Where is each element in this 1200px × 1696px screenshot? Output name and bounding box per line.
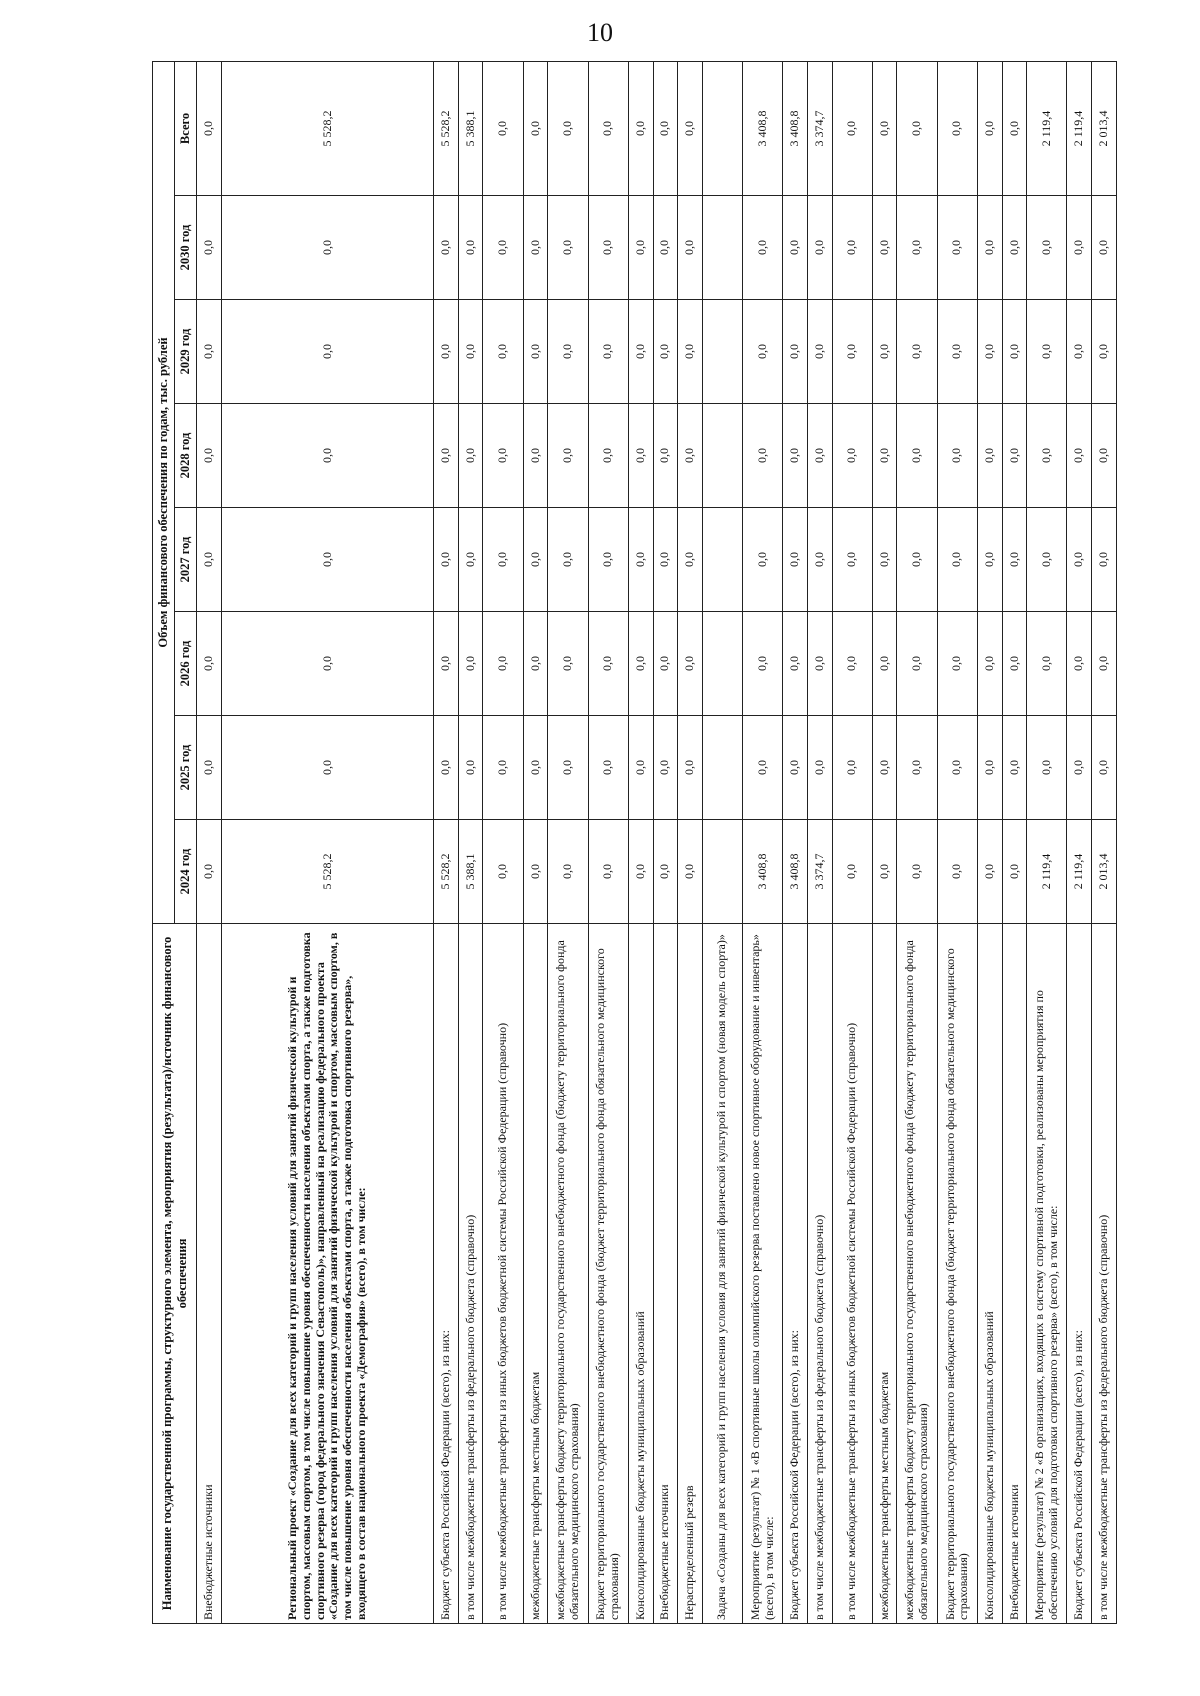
year-value-cell: 0,0 bbox=[523, 612, 548, 716]
row-name-cell: Региональный проект «Создание для всех категорий и групп населения условий для занятий физической культурой и спортом, массовым спортом, в том числе повышение уровня обеспеченности населения объектами спорта, а также подготовка спортивного резерва (город федерального значения Севастополь)», направленный на реализацию федерального проекта «Создание для всех категорий и групп населения условий для занятий физической культурой и спортом, массовым спортом, в том числе повышение уровня обеспеченности населения объектами спорта, а также подготовка спортивного резерва», входящего в состав национального проекта «Демография» (всего), в том числе: bbox=[221, 924, 434, 1624]
table-row bbox=[678, 61, 703, 1623]
year-value-cell: 0,0 bbox=[523, 300, 548, 404]
year-value-cell: 0,0 bbox=[458, 612, 483, 716]
year-value-cell bbox=[702, 820, 742, 924]
year-value-cell: 0,0 bbox=[897, 820, 937, 924]
year-value-cell: 0,0 bbox=[1092, 404, 1117, 508]
row-name-cell: межбюджетные трансферты местным бюджетам bbox=[523, 924, 548, 1624]
year-value-cell: 0,0 bbox=[458, 404, 483, 508]
table-row bbox=[937, 61, 977, 1623]
year-value-cell: 0,0 bbox=[628, 404, 653, 508]
year-value-cell: 0,0 bbox=[588, 196, 628, 300]
year-value-cell: 0,0 bbox=[1067, 404, 1092, 508]
year-value-cell: 3 408,8 bbox=[783, 820, 808, 924]
year-value-cell: 0,0 bbox=[678, 404, 703, 508]
year-value-cell: 0,0 bbox=[588, 612, 628, 716]
year-value-cell: 0,0 bbox=[434, 612, 459, 716]
year-value-cell: 2 013,4 bbox=[1092, 820, 1117, 924]
year-value-cell: 0,0 bbox=[628, 820, 653, 924]
year-value-cell: 0,0 bbox=[458, 300, 483, 404]
year-value-cell: 0,0 bbox=[977, 612, 1002, 716]
row-name-cell: межбюджетные трансферты местным бюджетам bbox=[872, 924, 897, 1624]
year-value-cell: 0,0 bbox=[937, 716, 977, 820]
year-value-cell: 0,0 bbox=[653, 716, 678, 820]
year-value-cell: 0,0 bbox=[937, 196, 977, 300]
table-row bbox=[653, 61, 678, 1623]
year-value-cell: 0,0 bbox=[832, 612, 872, 716]
total-value-cell: 3 374,7 bbox=[807, 61, 832, 195]
year-value-cell: 0,0 bbox=[588, 300, 628, 404]
year-value-cell: 0,0 bbox=[197, 196, 222, 300]
year-value-cell: 5 388,1 bbox=[458, 820, 483, 924]
year-value-cell: 0,0 bbox=[1002, 820, 1027, 924]
year-value-cell: 0,0 bbox=[937, 612, 977, 716]
year-value-cell: 0,0 bbox=[221, 508, 434, 612]
year-value-cell: 0,0 bbox=[483, 820, 523, 924]
year-value-cell: 0,0 bbox=[523, 196, 548, 300]
year-value-cell: 0,0 bbox=[434, 196, 459, 300]
year-value-cell: 0,0 bbox=[783, 300, 808, 404]
year-value-cell: 0,0 bbox=[548, 196, 588, 300]
year-value-cell: 0,0 bbox=[1067, 196, 1092, 300]
table-row bbox=[897, 61, 937, 1623]
year-value-cell: 0,0 bbox=[483, 612, 523, 716]
year-value-cell: 0,0 bbox=[1002, 196, 1027, 300]
year-value-cell: 0,0 bbox=[434, 716, 459, 820]
year-value-cell bbox=[702, 612, 742, 716]
year-value-cell: 0,0 bbox=[458, 508, 483, 612]
year-value-cell: 0,0 bbox=[1002, 300, 1027, 404]
year-value-cell: 0,0 bbox=[807, 508, 832, 612]
year-value-cell: 0,0 bbox=[653, 404, 678, 508]
year-value-cell: 0,0 bbox=[832, 820, 872, 924]
year-value-cell: 0,0 bbox=[1027, 612, 1067, 716]
total-value-cell: 5 528,2 bbox=[434, 61, 459, 195]
year-value-cell: 0,0 bbox=[588, 404, 628, 508]
row-name-cell: Внебюджетные источники bbox=[1002, 924, 1027, 1624]
year-value-cell: 0,0 bbox=[523, 820, 548, 924]
year-header: 2030 год bbox=[175, 196, 197, 300]
table-row bbox=[1027, 61, 1067, 1623]
year-value-cell: 0,0 bbox=[221, 196, 434, 300]
year-value-cell: 0,0 bbox=[483, 300, 523, 404]
year-value-cell: 0,0 bbox=[1067, 300, 1092, 404]
total-value-cell: 0,0 bbox=[832, 61, 872, 195]
total-value-cell: 0,0 bbox=[872, 61, 897, 195]
year-value-cell: 0,0 bbox=[221, 612, 434, 716]
year-value-cell: 0,0 bbox=[523, 404, 548, 508]
year-value-cell: 0,0 bbox=[548, 508, 588, 612]
year-value-cell: 0,0 bbox=[783, 404, 808, 508]
total-value-cell: 2 119,4 bbox=[1027, 61, 1067, 195]
year-value-cell: 0,0 bbox=[1092, 196, 1117, 300]
year-value-cell: 0,0 bbox=[832, 404, 872, 508]
year-value-cell: 0,0 bbox=[678, 612, 703, 716]
row-name-cell: в том числе межбюджетные трансферты из федерального бюджета (справочно) bbox=[458, 924, 483, 1624]
year-value-cell: 0,0 bbox=[197, 612, 222, 716]
year-value-cell bbox=[702, 404, 742, 508]
total-value-cell: 0,0 bbox=[588, 61, 628, 195]
name-column-header: Наименование государственной программы, структурного элемента, мероприятия (результата)/источник финансового обеспечения bbox=[153, 924, 197, 1624]
year-value-cell: 0,0 bbox=[434, 508, 459, 612]
total-value-cell bbox=[702, 61, 742, 195]
total-value-cell: 3 408,8 bbox=[783, 61, 808, 195]
table-row bbox=[702, 61, 742, 1623]
year-value-cell: 0,0 bbox=[628, 300, 653, 404]
year-value-cell: 0,0 bbox=[483, 404, 523, 508]
year-value-cell: 0,0 bbox=[434, 300, 459, 404]
year-value-cell: 0,0 bbox=[872, 196, 897, 300]
year-value-cell: 0,0 bbox=[197, 404, 222, 508]
row-name-cell: Консолидированные бюджеты муниципальных образований bbox=[977, 924, 1002, 1624]
year-value-cell: 0,0 bbox=[1027, 196, 1067, 300]
year-value-cell: 0,0 bbox=[1067, 612, 1092, 716]
total-header: Всего bbox=[175, 61, 197, 195]
year-value-cell: 0,0 bbox=[832, 508, 872, 612]
year-header: 2026 год bbox=[175, 612, 197, 716]
volume-column-header: Объем финансового обеспечения по годам, тыс. рублей bbox=[153, 61, 175, 923]
year-value-cell: 0,0 bbox=[1027, 716, 1067, 820]
year-value-cell: 0,0 bbox=[783, 716, 808, 820]
year-value-cell: 0,0 bbox=[1027, 300, 1067, 404]
year-value-cell: 5 528,2 bbox=[221, 820, 434, 924]
year-value-cell: 0,0 bbox=[1092, 508, 1117, 612]
row-name-cell: Бюджет территориального государственного внебюджетного фонда (бюджет территориального фонда обязательного медицинского страхования) bbox=[937, 924, 977, 1624]
year-value-cell: 0,0 bbox=[743, 300, 783, 404]
year-value-cell: 0,0 bbox=[221, 404, 434, 508]
year-value-cell: 0,0 bbox=[743, 196, 783, 300]
row-name-cell: Бюджет территориального государственного внебюджетного фонда (бюджет территориального фонда обязательного медицинского страхования) bbox=[588, 924, 628, 1624]
total-value-cell: 3 408,8 bbox=[743, 61, 783, 195]
table-row bbox=[743, 61, 783, 1623]
year-value-cell: 0,0 bbox=[523, 716, 548, 820]
financing-table bbox=[152, 61, 1117, 1624]
table-row bbox=[197, 61, 222, 1623]
total-value-cell: 0,0 bbox=[628, 61, 653, 195]
total-value-cell: 0,0 bbox=[653, 61, 678, 195]
year-value-cell: 0,0 bbox=[548, 612, 588, 716]
total-value-cell: 0,0 bbox=[977, 61, 1002, 195]
year-value-cell: 0,0 bbox=[678, 508, 703, 612]
year-value-cell: 0,0 bbox=[743, 612, 783, 716]
year-value-cell: 0,0 bbox=[977, 508, 1002, 612]
year-value-cell: 0,0 bbox=[783, 508, 808, 612]
year-value-cell: 0,0 bbox=[1002, 404, 1027, 508]
year-value-cell: 0,0 bbox=[628, 196, 653, 300]
row-name-cell: межбюджетные трансферты бюджету территориального государственного внебюджетного фонда (бюджету территориального фонда обязательного медицинского страхования) bbox=[897, 924, 937, 1624]
year-value-cell: 0,0 bbox=[872, 820, 897, 924]
year-value-cell: 0,0 bbox=[743, 716, 783, 820]
year-value-cell: 0,0 bbox=[807, 716, 832, 820]
year-value-cell: 0,0 bbox=[548, 404, 588, 508]
year-value-cell: 0,0 bbox=[221, 716, 434, 820]
table-row bbox=[977, 61, 1002, 1623]
year-value-cell: 2 119,4 bbox=[1027, 820, 1067, 924]
year-header: 2024 год bbox=[175, 820, 197, 924]
year-value-cell: 0,0 bbox=[872, 716, 897, 820]
year-value-cell: 0,0 bbox=[653, 196, 678, 300]
total-value-cell: 0,0 bbox=[937, 61, 977, 195]
year-value-cell: 0,0 bbox=[1092, 716, 1117, 820]
table-row bbox=[783, 61, 808, 1623]
year-value-cell: 0,0 bbox=[588, 508, 628, 612]
total-value-cell: 2 013,4 bbox=[1092, 61, 1117, 195]
year-value-cell: 0,0 bbox=[937, 404, 977, 508]
year-value-cell: 0,0 bbox=[458, 716, 483, 820]
year-value-cell: 0,0 bbox=[458, 196, 483, 300]
year-value-cell: 0,0 bbox=[548, 716, 588, 820]
year-header: 2025 год bbox=[175, 716, 197, 820]
table-row bbox=[588, 61, 628, 1623]
year-value-cell: 0,0 bbox=[197, 508, 222, 612]
row-name-cell: Мероприятие (результат) № 1 «В спортивные школы олимпийского резерва поставлено новое спортивное оборудование и инвентарь» (всего), в том числе: bbox=[743, 924, 783, 1624]
year-value-cell: 0,0 bbox=[807, 196, 832, 300]
year-value-cell: 0,0 bbox=[977, 196, 1002, 300]
year-value-cell: 0,0 bbox=[832, 300, 872, 404]
table-row bbox=[628, 61, 653, 1623]
row-name-cell: Задача «Созданы для всех категорий и групп населения условия для занятий физической культурой и спортом (новая модель спорта)» bbox=[702, 924, 742, 1624]
year-value-cell: 0,0 bbox=[434, 404, 459, 508]
year-value-cell: 0,0 bbox=[548, 300, 588, 404]
year-value-cell: 3 374,7 bbox=[807, 820, 832, 924]
year-value-cell: 0,0 bbox=[872, 508, 897, 612]
year-value-cell: 0,0 bbox=[548, 820, 588, 924]
row-name-cell: в том числе межбюджетные трансферты из федерального бюджета (справочно) bbox=[807, 924, 832, 1624]
year-value-cell: 0,0 bbox=[832, 196, 872, 300]
header-row bbox=[153, 61, 175, 1623]
year-value-cell: 0,0 bbox=[1002, 612, 1027, 716]
year-value-cell: 0,0 bbox=[628, 508, 653, 612]
row-name-cell: в том числе межбюджетные трансферты из иных бюджетов бюджетной системы Российской Федерации (справочно) bbox=[483, 924, 523, 1624]
year-value-cell: 0,0 bbox=[678, 716, 703, 820]
year-value-cell: 0,0 bbox=[197, 300, 222, 404]
year-value-cell: 0,0 bbox=[678, 300, 703, 404]
year-value-cell: 0,0 bbox=[1027, 508, 1067, 612]
year-value-cell bbox=[702, 300, 742, 404]
year-value-cell: 0,0 bbox=[897, 716, 937, 820]
year-value-cell: 0,0 bbox=[653, 300, 678, 404]
year-value-cell: 0,0 bbox=[483, 716, 523, 820]
year-value-cell: 0,0 bbox=[977, 300, 1002, 404]
row-name-cell: в том числе межбюджетные трансферты из федерального бюджета (справочно) bbox=[1092, 924, 1117, 1624]
year-value-cell: 0,0 bbox=[588, 716, 628, 820]
row-name-cell: межбюджетные трансферты бюджету территориального государственного внебюджетного фонда (бюджету территориального фонда обязательного медицинского страхования) bbox=[548, 924, 588, 1624]
row-name-cell: Бюджет субъекта Российской Федерации (всего), из них: bbox=[1067, 924, 1092, 1624]
year-value-cell: 0,0 bbox=[653, 612, 678, 716]
total-value-cell: 2 119,4 bbox=[1067, 61, 1092, 195]
year-value-cell: 0,0 bbox=[483, 508, 523, 612]
row-name-cell: Бюджет субъекта Российской Федерации (всего), из них: bbox=[434, 924, 459, 1624]
year-value-cell: 0,0 bbox=[1002, 716, 1027, 820]
year-value-cell: 0,0 bbox=[483, 196, 523, 300]
year-value-cell bbox=[702, 196, 742, 300]
year-value-cell: 0,0 bbox=[678, 820, 703, 924]
year-value-cell: 0,0 bbox=[221, 300, 434, 404]
year-value-cell: 0,0 bbox=[197, 820, 222, 924]
year-value-cell: 0,0 bbox=[937, 820, 977, 924]
page-number: 10 bbox=[587, 18, 613, 47]
year-value-cell: 0,0 bbox=[653, 508, 678, 612]
year-value-cell bbox=[702, 716, 742, 820]
row-name-cell: Мероприятие (результат) № 2 «В организациях, входящих в систему спортивной подготовки, реализованы мероприятия по обеспечению условий для подготовки спортивного резерва» (всего), в том числе: bbox=[1027, 924, 1067, 1624]
total-value-cell: 5 388,1 bbox=[458, 61, 483, 195]
table-row bbox=[832, 61, 872, 1623]
table-row bbox=[434, 61, 459, 1623]
year-value-cell: 0,0 bbox=[937, 300, 977, 404]
year-header: 2028 год bbox=[175, 404, 197, 508]
table-row bbox=[458, 61, 483, 1623]
year-value-cell: 0,0 bbox=[807, 300, 832, 404]
total-value-cell: 0,0 bbox=[678, 61, 703, 195]
year-value-cell: 0,0 bbox=[1092, 612, 1117, 716]
year-value-cell: 0,0 bbox=[977, 716, 1002, 820]
year-value-cell: 0,0 bbox=[872, 300, 897, 404]
year-value-cell: 0,0 bbox=[897, 300, 937, 404]
table-body bbox=[197, 61, 1117, 1623]
total-value-cell: 0,0 bbox=[897, 61, 937, 195]
table-row bbox=[1067, 61, 1092, 1623]
year-value-cell: 0,0 bbox=[783, 196, 808, 300]
year-header: 2029 год bbox=[175, 300, 197, 404]
year-header: 2027 год bbox=[175, 508, 197, 612]
year-value-cell: 0,0 bbox=[897, 196, 937, 300]
total-value-cell: 0,0 bbox=[197, 61, 222, 195]
row-name-cell: Консолидированные бюджеты муниципальных образований bbox=[628, 924, 653, 1624]
year-value-cell: 0,0 bbox=[1002, 508, 1027, 612]
year-value-cell: 0,0 bbox=[807, 404, 832, 508]
year-value-cell: 0,0 bbox=[653, 820, 678, 924]
year-value-cell: 0,0 bbox=[872, 612, 897, 716]
total-value-cell: 5 528,2 bbox=[221, 61, 434, 195]
total-value-cell: 0,0 bbox=[1002, 61, 1027, 195]
year-value-cell: 0,0 bbox=[523, 508, 548, 612]
table-row bbox=[872, 61, 897, 1623]
table-row bbox=[548, 61, 588, 1623]
year-value-cell: 0,0 bbox=[1067, 508, 1092, 612]
year-value-cell: 2 119,4 bbox=[1067, 820, 1092, 924]
year-value-cell: 0,0 bbox=[1067, 716, 1092, 820]
year-value-cell: 0,0 bbox=[743, 404, 783, 508]
year-value-cell: 0,0 bbox=[977, 820, 1002, 924]
row-name-cell: Внебюджетные источники bbox=[653, 924, 678, 1624]
row-name-cell: Бюджет субъекта Российской Федерации (всего), из них: bbox=[783, 924, 808, 1624]
year-value-cell: 0,0 bbox=[977, 404, 1002, 508]
year-value-cell: 3 408,8 bbox=[743, 820, 783, 924]
year-value-cell: 0,0 bbox=[628, 716, 653, 820]
year-value-cell: 0,0 bbox=[807, 612, 832, 716]
year-value-cell: 0,0 bbox=[897, 508, 937, 612]
year-value-cell: 0,0 bbox=[872, 404, 897, 508]
year-value-cell: 0,0 bbox=[783, 612, 808, 716]
table-row bbox=[807, 61, 832, 1623]
year-value-cell: 0,0 bbox=[937, 508, 977, 612]
rotated-table-container bbox=[152, 62, 1117, 1624]
year-value-cell: 0,0 bbox=[588, 820, 628, 924]
total-value-cell: 0,0 bbox=[548, 61, 588, 195]
total-value-cell: 0,0 bbox=[523, 61, 548, 195]
year-value-cell: 0,0 bbox=[1092, 300, 1117, 404]
table-row bbox=[523, 61, 548, 1623]
row-name-cell: Нераспределенный резерв bbox=[678, 924, 703, 1624]
year-value-cell: 0,0 bbox=[1027, 404, 1067, 508]
year-value-cell: 0,0 bbox=[897, 404, 937, 508]
year-value-cell: 0,0 bbox=[628, 612, 653, 716]
row-name-cell: Внебюджетные источники bbox=[197, 924, 222, 1624]
year-value-cell: 0,0 bbox=[832, 716, 872, 820]
year-value-cell: 0,0 bbox=[743, 508, 783, 612]
table-row bbox=[483, 61, 523, 1623]
table-row bbox=[1092, 61, 1117, 1623]
table-row bbox=[221, 61, 434, 1623]
year-value-cell bbox=[702, 508, 742, 612]
table-row bbox=[1002, 61, 1027, 1623]
year-value-cell: 0,0 bbox=[678, 196, 703, 300]
year-value-cell: 0,0 bbox=[197, 716, 222, 820]
year-value-cell: 5 528,2 bbox=[434, 820, 459, 924]
year-value-cell: 0,0 bbox=[897, 612, 937, 716]
total-value-cell: 0,0 bbox=[483, 61, 523, 195]
row-name-cell: в том числе межбюджетные трансферты из иных бюджетов бюджетной системы Российской Федерации (справочно) bbox=[832, 924, 872, 1624]
